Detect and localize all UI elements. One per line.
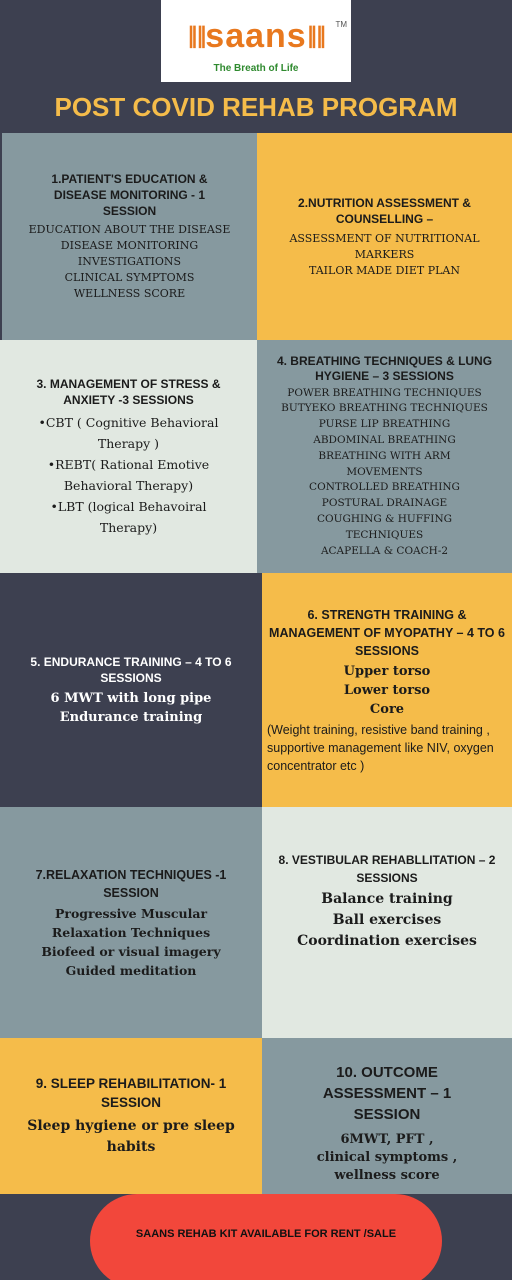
logo-right-ornament: ∥∥ bbox=[306, 23, 325, 48]
list-item: POWER BREATHING TECHNIQUES bbox=[287, 386, 482, 399]
section-item-list bbox=[31, 904, 231, 980]
section-item-list bbox=[297, 889, 477, 952]
section-item-list bbox=[51, 689, 212, 727]
section-heading: 8. VESTIBULAR REHABLLITATION – 2 SESSIONS bbox=[278, 853, 496, 885]
section-note: (Weight training, resistive band training , supportive management like NIV, oxygen concentrator etc ) bbox=[267, 722, 494, 773]
section-heading: 4. BREATHING TECHNIQUES & LUNG HYGIENE – 3 SESSIONS bbox=[276, 353, 493, 383]
section-nutrition bbox=[257, 133, 512, 340]
list-item: Progressive Muscular Relaxation Techniques bbox=[51, 905, 211, 940]
section-item-list bbox=[34, 412, 224, 538]
list-item: TAILOR MADE DIET PLAN bbox=[309, 263, 460, 277]
list-item: BREATHING WITH ARM MOVEMENTS bbox=[318, 449, 451, 478]
section-item-list bbox=[312, 1131, 462, 1185]
list-item: CONTROLLED BREATHING bbox=[309, 481, 460, 494]
list-item: Guided meditation bbox=[65, 962, 197, 978]
section-item-list bbox=[29, 222, 231, 302]
logo-wordmark-text: saans bbox=[205, 17, 307, 55]
logo-tagline: The Breath of Life bbox=[213, 63, 299, 74]
list-item: •LBT (logical Behavoiral Therapy) bbox=[50, 498, 207, 535]
section-item-list bbox=[280, 386, 490, 560]
section-item-list bbox=[344, 662, 431, 719]
list-item: Balance training bbox=[321, 891, 453, 907]
section-heading: 3. MANAGEMENT OF STRESS & ANXIETY -3 SESSIONS bbox=[36, 376, 221, 407]
section-heading: 7.RELAXATION TECHNIQUES -1 SESSION bbox=[35, 867, 227, 900]
list-item: Sleep hygiene or pre sleep habits bbox=[27, 1118, 235, 1155]
section-heading: 5. ENDURANCE TRAINING – 4 TO 6 SESSIONS bbox=[30, 654, 232, 685]
section-stress-management bbox=[0, 340, 257, 573]
list-item: Biofeed or visual imagery bbox=[41, 943, 221, 959]
list-item: ABDOMINAL BREATHING bbox=[313, 434, 456, 446]
section-item-list bbox=[21, 1116, 241, 1158]
banner-label: SAANS REHAB KIT AVAILABLE FOR RENT /SALE bbox=[135, 1228, 397, 1240]
list-item: PURSE LIP BREATHING bbox=[318, 418, 451, 431]
section-breathing-techniques bbox=[257, 340, 512, 573]
page-title: POST COVID REHAB PROGRAM bbox=[54, 92, 458, 122]
rent-sale-banner[interactable] bbox=[90, 1194, 442, 1280]
list-item: ASSESSMENT OF NUTRITIONAL MARKERS bbox=[289, 231, 480, 261]
section-heading: 10. OUTCOME ASSESSMENT – 1 SESSION bbox=[322, 1064, 452, 1123]
section-heading: 1.PATIENT'S EDUCATION & DISEASE MONITORING - 1 SESSION bbox=[51, 172, 208, 218]
list-item: Upper torso bbox=[343, 663, 431, 679]
saans-logo bbox=[161, 0, 351, 82]
section-item-list bbox=[280, 231, 490, 279]
list-item: •REBT( Rational Emotive Behavioral Therapy) bbox=[47, 456, 210, 493]
list-item: CLINICAL SYMPTOMS bbox=[64, 271, 195, 284]
list-item: WELLNESS SCORE bbox=[73, 287, 186, 300]
list-item: Coordination exercises bbox=[297, 933, 477, 949]
section-outcome-assessment bbox=[262, 1038, 512, 1194]
list-item: COUGHING & HUFFING TECHNIQUES bbox=[316, 512, 453, 541]
list-item: ACAPELLA & COACH-2 bbox=[320, 544, 449, 557]
section-strength-training bbox=[262, 573, 512, 807]
section-relaxation-techniques bbox=[0, 807, 262, 1038]
list-item: DISEASE MONITORING bbox=[60, 239, 199, 252]
list-item: Ball exercises bbox=[332, 912, 442, 928]
section-vestibular-rehab bbox=[262, 807, 512, 1038]
list-item: Core bbox=[369, 701, 405, 717]
list-item: Endurance training bbox=[59, 709, 203, 725]
section-patient-education bbox=[2, 133, 257, 340]
list-item: POSTURAL DRAINAGE bbox=[321, 497, 448, 510]
logo-wordmark bbox=[161, 18, 351, 54]
list-item: 6 MWT with long pipe bbox=[50, 690, 212, 706]
logo-left-ornament: ∥∥ bbox=[187, 23, 206, 48]
section-heading: 9. SLEEP REHABILITATION- 1 SESSION bbox=[35, 1076, 227, 1110]
section-heading: 2.NUTRITION ASSESSMENT & COUNSELLING – bbox=[298, 195, 471, 226]
list-item: INVESTIGATIONS bbox=[77, 255, 182, 268]
list-item: BUTYEKO BREATHING TECHNIQUES bbox=[281, 402, 488, 415]
list-item: 6MWT, PFT , clinical symptoms , wellness score bbox=[316, 1132, 458, 1183]
list-item: Lower torso bbox=[343, 682, 431, 698]
list-item: EDUCATION ABOUT THE DISEASE bbox=[28, 223, 231, 236]
list-item: •CBT ( Cognitive Behavioral Therapy ) bbox=[38, 414, 219, 451]
section-heading: 6. STRENGTH TRAINING & MANAGEMENT OF MYOPATHY – 4 TO 6 SESSIONS bbox=[269, 607, 505, 658]
logo-trademark: TM bbox=[335, 20, 347, 29]
section-sleep-rehab bbox=[0, 1038, 262, 1194]
section-endurance-training bbox=[0, 573, 262, 807]
